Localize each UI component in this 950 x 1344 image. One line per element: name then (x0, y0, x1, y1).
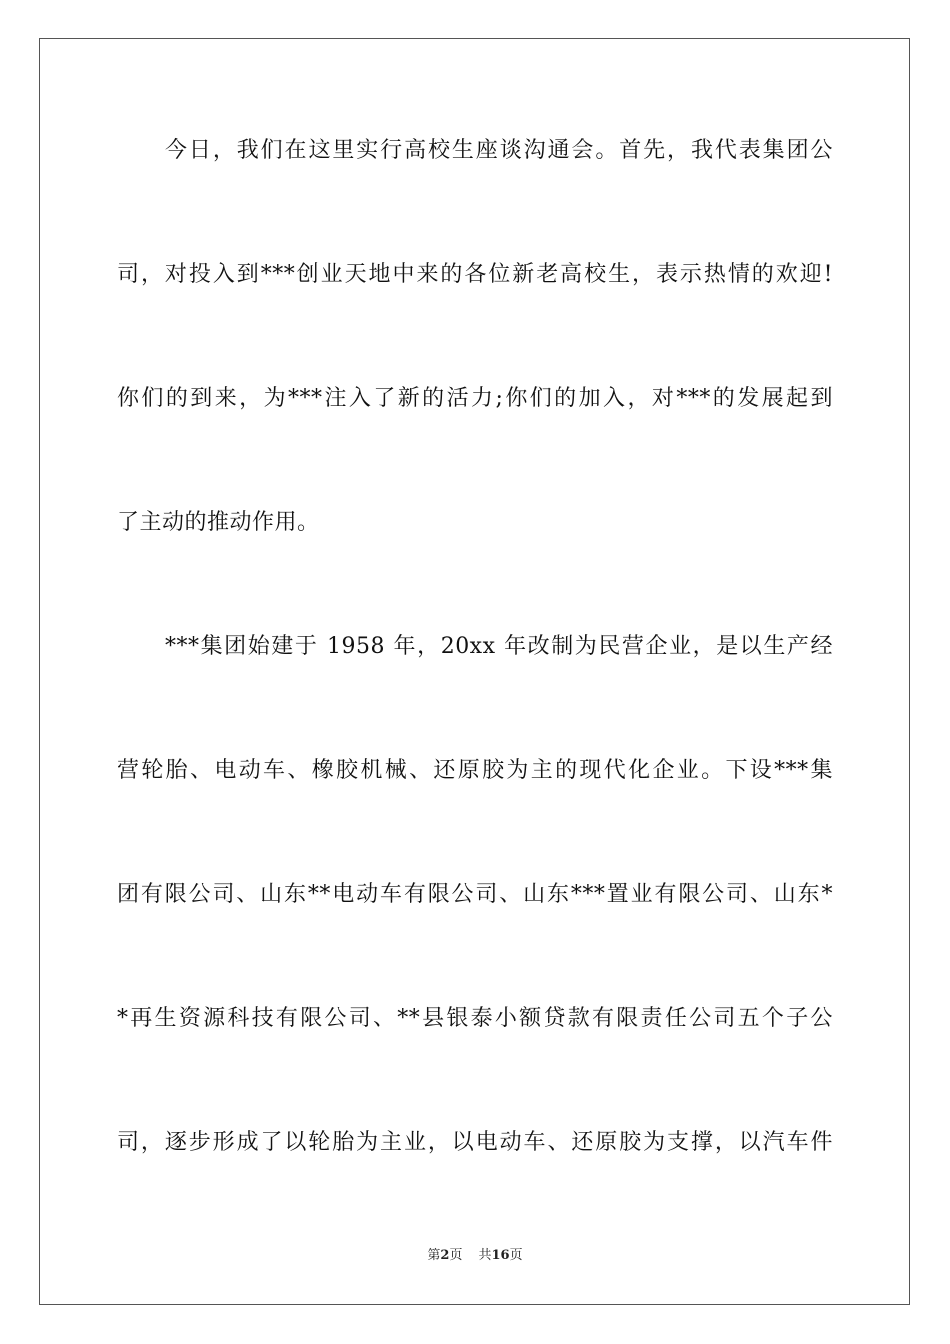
paragraph-1-line-4: 了主动的推动作用。 (117, 510, 320, 535)
paragraph-1-line-1: 今日，我们在这里实行高校生座谈沟通会。首先，我代表集团公 (165, 138, 833, 163)
paragraph-1-line-3: 你们的到来，为***注入了新的活力;你们的加入，对***的发展起到 (117, 386, 833, 411)
paragraph-1-line-2: 司，对投入到***创业天地中来的各位新老高校生，表示热情的欢迎! (117, 262, 833, 287)
total-pages: 16 (491, 1248, 510, 1263)
page-footer (0, 1247, 950, 1265)
paragraph-2-line-3: 团有限公司、山东**电动车有限公司、山东***置业有限公司、山东* (117, 882, 833, 907)
paragraph-2-line-5: 司，逐步形成了以轮胎为主业，以电动车、还原胶为支撑，以汽车件 (117, 1130, 833, 1155)
total-suffix: 页 (509, 1248, 523, 1263)
paragraph-2-line-4: *再生资源科技有限公司、**县银泰小额贷款有限责任公司五个子公 (117, 1006, 833, 1031)
page-prefix: 第 (427, 1248, 441, 1263)
page-number: 2 (440, 1248, 450, 1263)
paragraph-2-line-2: 营轮胎、电动车、橡胶机械、还原胶为主的现代化企业。下设***集 (117, 758, 833, 783)
paragraph-2-line-1: ***集团始建于 1958 年，20xx 年改制为民营企业，是以生产经 (165, 634, 833, 659)
page-border (39, 38, 910, 1305)
total-prefix: 共 (478, 1248, 492, 1263)
page-suffix: 页 (449, 1248, 463, 1263)
